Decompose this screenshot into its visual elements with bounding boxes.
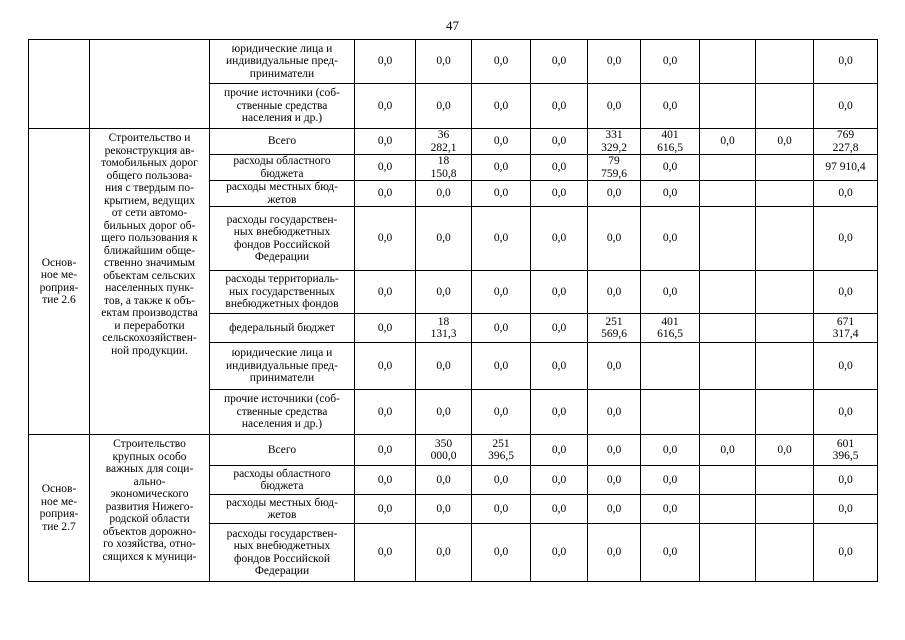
value-cell: 0,0 <box>641 84 700 129</box>
value-cell: 0,0 <box>814 524 878 582</box>
funding-source-cell: расходы местных бюд- жетов <box>210 181 355 207</box>
table-row <box>29 40 878 84</box>
value-cell: 0,0 <box>531 343 588 390</box>
value-cell: 79 759,6 <box>588 155 641 181</box>
measure-description-cell <box>90 40 210 129</box>
value-cell: 0,0 <box>355 390 416 435</box>
funding-source-cell: расходы местных бюд- жетов <box>210 495 355 524</box>
value-cell: 0,0 <box>641 435 700 466</box>
value-cell: 0,0 <box>588 207 641 271</box>
funding-source-cell: расходы областного бюджета <box>210 466 355 495</box>
value-cell: 0,0 <box>588 524 641 582</box>
table-row <box>29 129 878 155</box>
value-cell: 601 396,5 <box>814 435 878 466</box>
value-cell: 0,0 <box>472 314 531 343</box>
funding-source-cell: прочие источники (соб- ственные средства населения и др.) <box>210 390 355 435</box>
value-cell: 0,0 <box>814 84 878 129</box>
funding-source-cell: Всего <box>210 129 355 155</box>
value-cell: 0,0 <box>355 129 416 155</box>
value-cell: 0,0 <box>416 390 472 435</box>
value-cell: 0,0 <box>531 84 588 129</box>
funding-source-cell: расходы государствен- ных внебюджетных фондов Российской Федерации <box>210 207 355 271</box>
value-cell: 18 131,3 <box>416 314 472 343</box>
value-cell: 0,0 <box>416 343 472 390</box>
value-cell: 0,0 <box>531 524 588 582</box>
value-cell: 0,0 <box>531 435 588 466</box>
value-cell <box>641 390 700 435</box>
funding-source-cell: прочие источники (соб- ственные средства населения и др.) <box>210 84 355 129</box>
value-cell: 0,0 <box>531 495 588 524</box>
value-cell: 0,0 <box>416 466 472 495</box>
value-cell: 18 150,8 <box>416 155 472 181</box>
value-cell: 0,0 <box>472 390 531 435</box>
value-cell <box>756 495 814 524</box>
value-cell: 0,0 <box>355 343 416 390</box>
funding-source-cell: Всего <box>210 435 355 466</box>
value-cell: 671 317,4 <box>814 314 878 343</box>
value-cell <box>756 84 814 129</box>
value-cell <box>756 40 814 84</box>
value-cell <box>700 155 756 181</box>
measure-description-cell: Строительство крупных особо важных для соци- ально- экономического развития Нижего- родской области объектов дорожно- го хозяйства, отно- сящихся к муници- <box>90 435 210 582</box>
value-cell <box>756 343 814 390</box>
value-cell: 0,0 <box>472 343 531 390</box>
value-cell: 350 000,0 <box>416 435 472 466</box>
funding-source-cell: юридические лица и индивидуальные пред- приниматели <box>210 40 355 84</box>
value-cell <box>700 40 756 84</box>
value-cell: 0,0 <box>416 84 472 129</box>
value-cell <box>700 314 756 343</box>
funding-source-cell: юридические лица и индивидуальные пред- приниматели <box>210 343 355 390</box>
value-cell: 97 910,4 <box>814 155 878 181</box>
value-cell <box>756 155 814 181</box>
value-cell <box>641 343 700 390</box>
value-cell: 0,0 <box>588 84 641 129</box>
value-cell <box>700 495 756 524</box>
value-cell: 0,0 <box>355 435 416 466</box>
value-cell <box>700 271 756 314</box>
value-cell: 0,0 <box>756 129 814 155</box>
value-cell: 251 569,6 <box>588 314 641 343</box>
value-cell: 0,0 <box>531 314 588 343</box>
value-cell: 0,0 <box>814 466 878 495</box>
value-cell: 0,0 <box>416 207 472 271</box>
value-cell: 0,0 <box>641 155 700 181</box>
value-cell: 0,0 <box>531 40 588 84</box>
value-cell: 0,0 <box>814 271 878 314</box>
value-cell: 0,0 <box>472 495 531 524</box>
value-cell: 0,0 <box>814 40 878 84</box>
value-cell: 0,0 <box>588 390 641 435</box>
measure-name-cell: Основ- ное ме- роприя- тие 2.7 <box>29 435 90 582</box>
value-cell: 0,0 <box>355 207 416 271</box>
value-cell: 0,0 <box>416 271 472 314</box>
value-cell: 0,0 <box>531 390 588 435</box>
value-cell <box>756 271 814 314</box>
value-cell <box>756 181 814 207</box>
value-cell: 0,0 <box>588 495 641 524</box>
value-cell <box>700 466 756 495</box>
value-cell <box>700 390 756 435</box>
value-cell: 0,0 <box>814 207 878 271</box>
value-cell: 0,0 <box>531 271 588 314</box>
value-cell: 0,0 <box>355 314 416 343</box>
value-cell: 0,0 <box>355 40 416 84</box>
value-cell: 0,0 <box>355 271 416 314</box>
value-cell: 0,0 <box>531 129 588 155</box>
value-cell <box>700 524 756 582</box>
measure-name-cell <box>29 40 90 129</box>
value-cell: 36 282,1 <box>416 129 472 155</box>
value-cell: 0,0 <box>756 435 814 466</box>
value-cell <box>756 390 814 435</box>
value-cell: 0,0 <box>472 84 531 129</box>
value-cell: 0,0 <box>641 466 700 495</box>
measure-description-cell: Строительство и реконструкция ав- томобильных дорог общего пользова- ния с твердым по- крытием, ведущих от сети автомо- бильных дорог об- щего пользования к ближайшим обще- ственно значимым объектам сельских населенных пунк- тов, а также к объ- ектам производства и переработки сельскохозяйствен- ной продукции. <box>90 129 210 435</box>
value-cell: 0,0 <box>472 40 531 84</box>
value-cell: 0,0 <box>472 129 531 155</box>
funding-source-cell: расходы областного бюджета <box>210 155 355 181</box>
value-cell: 0,0 <box>416 40 472 84</box>
value-cell: 0,0 <box>814 343 878 390</box>
value-cell: 0,0 <box>355 466 416 495</box>
value-cell: 0,0 <box>416 181 472 207</box>
value-cell: 0,0 <box>588 181 641 207</box>
value-cell: 0,0 <box>416 524 472 582</box>
value-cell: 0,0 <box>588 466 641 495</box>
budget-table <box>28 39 878 582</box>
value-cell: 401 616,5 <box>641 314 700 343</box>
value-cell: 331 329,2 <box>588 129 641 155</box>
value-cell: 0,0 <box>531 181 588 207</box>
value-cell: 401 616,5 <box>641 129 700 155</box>
measure-name-cell: Основ- ное ме- роприя- тие 2.6 <box>29 129 90 435</box>
value-cell: 0,0 <box>641 181 700 207</box>
value-cell: 0,0 <box>814 181 878 207</box>
value-cell: 0,0 <box>641 207 700 271</box>
value-cell <box>756 524 814 582</box>
value-cell: 0,0 <box>531 466 588 495</box>
value-cell: 0,0 <box>588 435 641 466</box>
value-cell: 0,0 <box>472 155 531 181</box>
value-cell: 0,0 <box>588 343 641 390</box>
value-cell: 0,0 <box>531 207 588 271</box>
value-cell: 0,0 <box>355 495 416 524</box>
value-cell <box>700 84 756 129</box>
value-cell: 0,0 <box>472 207 531 271</box>
value-cell: 0,0 <box>641 40 700 84</box>
value-cell <box>756 466 814 495</box>
value-cell: 0,0 <box>355 155 416 181</box>
value-cell: 0,0 <box>700 129 756 155</box>
value-cell: 0,0 <box>416 495 472 524</box>
value-cell: 251 396,5 <box>472 435 531 466</box>
value-cell: 769 227,8 <box>814 129 878 155</box>
value-cell <box>700 207 756 271</box>
funding-source-cell: расходы территориаль- ных государственных внебюджетных фондов <box>210 271 355 314</box>
value-cell <box>756 314 814 343</box>
value-cell: 0,0 <box>472 271 531 314</box>
page-number: 47 <box>446 18 459 33</box>
value-cell: 0,0 <box>472 466 531 495</box>
value-cell: 0,0 <box>355 181 416 207</box>
value-cell <box>756 207 814 271</box>
value-cell: 0,0 <box>814 495 878 524</box>
value-cell: 0,0 <box>814 390 878 435</box>
value-cell: 0,0 <box>700 435 756 466</box>
value-cell: 0,0 <box>588 271 641 314</box>
value-cell: 0,0 <box>531 155 588 181</box>
value-cell: 0,0 <box>472 181 531 207</box>
value-cell <box>700 181 756 207</box>
value-cell: 0,0 <box>472 524 531 582</box>
value-cell: 0,0 <box>641 524 700 582</box>
value-cell: 0,0 <box>641 495 700 524</box>
value-cell: 0,0 <box>588 40 641 84</box>
value-cell: 0,0 <box>355 524 416 582</box>
value-cell: 0,0 <box>355 84 416 129</box>
value-cell <box>700 343 756 390</box>
funding-source-cell: расходы государствен- ных внебюджетных фондов Российской Федерации <box>210 524 355 582</box>
value-cell: 0,0 <box>641 271 700 314</box>
funding-source-cell: федеральный бюджет <box>210 314 355 343</box>
table-row <box>29 435 878 466</box>
